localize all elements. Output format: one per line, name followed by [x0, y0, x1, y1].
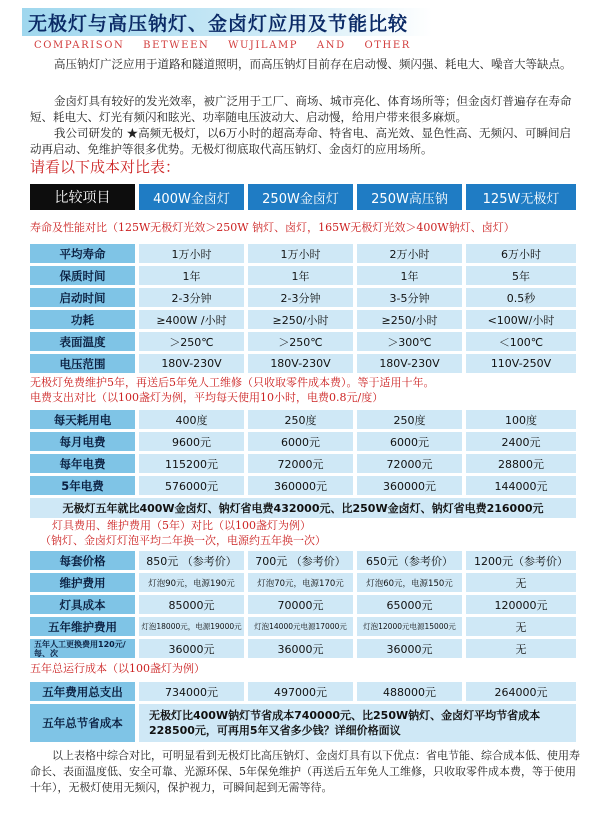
section2-row-label: 每年电费 [30, 454, 135, 473]
table-header-col-2: 250W金卤灯 [248, 184, 353, 210]
section3-note-1: 灯具费用、维护费用（5年）对比（以100盏灯为例） [52, 519, 311, 532]
section2-cell: 144000元 [466, 476, 576, 495]
section4-cell: 734000元 [139, 682, 244, 701]
section1-cell: 1万小时 [248, 244, 353, 263]
section1-cell: 5年 [466, 266, 576, 285]
section1-cell: 2万小时 [357, 244, 462, 263]
section3-row-label: 维护费用 [30, 573, 135, 592]
section2-cell: 250度 [357, 410, 462, 429]
table-header-col-1: 400W金卤灯 [139, 184, 244, 210]
section4-row-label: 五年费用总支出 [30, 682, 135, 701]
section2-note-1: 无极灯免费维护5年，再送后5年免人工维修（只收取零件成本费）。等于适用十年。 [30, 376, 435, 389]
section2-cell: 72000元 [248, 454, 353, 473]
section2-cell: 2400元 [466, 432, 576, 451]
section1-cell: 2-3分钟 [248, 288, 353, 307]
section2-cell: 9600元 [139, 432, 244, 451]
section3-note-2: （钠灯、金卤灯灯泡平均二年换一次，电源约五年换一次） [40, 534, 326, 547]
section4-cell: 497000元 [248, 682, 353, 701]
section1-cell: ≥250/小时 [357, 310, 462, 329]
section1-row-label: 表面温度 [30, 332, 135, 351]
section3-cell: 无 [466, 617, 576, 636]
section2-note-2: 电费支出对比（以100盏灯为例，平均每天使用10小时，电费0.8元/度） [30, 391, 384, 404]
section1-cell: ≥400W /小时 [139, 310, 244, 329]
table-header-col-4: 125W无极灯 [466, 184, 576, 210]
section2-summary: 无极灯五年就比400W金卤灯、钠灯省电费432000元、比250W金卤灯、钠灯省电费216000元 [30, 498, 576, 518]
section1-cell: 2-3分钟 [139, 288, 244, 307]
section1-row-label: 启动时间 [30, 288, 135, 307]
section3-row-label: 灯具成本 [30, 595, 135, 614]
section2-row-label: 每月电费 [30, 432, 135, 451]
section1-row-label: 电压范围 [30, 354, 135, 373]
section1-note: 寿命及性能对比（125W无极灯光效＞250W 钠灯、卤灯，165W无极灯光效＞400W钠灯、卤灯） [30, 221, 515, 234]
intro-paragraph-1: 高压钠灯广泛应用于道路和隧道照明，而高压钠灯目前存在启动慢、频闪强、耗电大、噪音大等缺点。 [54, 57, 572, 71]
section2-cell: 100度 [466, 410, 576, 429]
section3-cell: 灯泡70元，电源170元 [248, 573, 353, 592]
section1-cell: ＞250℃ [139, 332, 244, 351]
section1-row-label: 保质时间 [30, 266, 135, 285]
section2-cell: 72000元 [357, 454, 462, 473]
section1-cell: 3-5分钟 [357, 288, 462, 307]
section1-row-label: 功耗 [30, 310, 135, 329]
section3-cell: 65000元 [357, 595, 462, 614]
section3-cell: 1200元（参考价） [466, 551, 576, 570]
page-subtitle: COMPARISON BETWEEN WUJILAMP AND OTHER [34, 40, 411, 51]
section3-cell: 灯泡14000元电源17000元 [248, 617, 353, 636]
section2-cell: 28800元 [466, 454, 576, 473]
section2-cell: 6000元 [357, 432, 462, 451]
section2-cell: 400度 [139, 410, 244, 429]
section2-cell: 115200元 [139, 454, 244, 473]
section3-cell: 灯泡90元，电源190元 [139, 573, 244, 592]
section3-row-label: 五年维护费用 [30, 617, 135, 636]
section3-cell: 无 [466, 639, 576, 658]
intro-paragraph-3: 我公司研发的 ★高频无极灯，以6万小时的超高寿命、特省电、高光效、显色性高、无频闪、可瞬间启动再启动、免维护等很多优势。无极灯彻底取代高压钠灯、金卤灯的应用场所。 [30, 126, 571, 156]
section2-row-label: 5年电费 [30, 476, 135, 495]
section3-cell: 36000元 [357, 639, 462, 658]
section4-savings-text: 无极灯比400W钠灯节省成本740000元、比250W钠灯、金卤灯平均节省成本228500元，可再用5年又省多少钱？详细价格面议 [139, 704, 576, 742]
section3-cell: 36000元 [248, 639, 353, 658]
section3-row-label: 每套价格 [30, 551, 135, 570]
section1-cell: 180V-230V [357, 354, 462, 373]
section1-cell: 180V-230V [139, 354, 244, 373]
section1-cell: <100W/小时 [466, 310, 576, 329]
section4-cell: 264000元 [466, 682, 576, 701]
section4-note: 五年总运行成本（以100盏灯为例） [30, 662, 205, 675]
section3-cell: 无 [466, 573, 576, 592]
closing-paragraph: 以上表格中综合对比，可明显看到无极灯比高压钠灯、金卤灯具有以下优点：省电节能、综合成本低、使用寿命长、表面温度低、安全可靠、光源环保、5年保免维护（再送后五年免人工维修，只收取零件成本费，等于使用十年），无极灯使用无频闪，保护视力，可瞬间起到无需等待。 [30, 749, 580, 794]
section1-cell: 1年 [139, 266, 244, 285]
page-title: 无极灯与高压钠灯、金卤灯应用及节能比较 [28, 13, 409, 35]
section3-cell: 灯泡18000元，电源19000元 [139, 617, 244, 636]
section3-cell: 灯泡60元，电源150元 [357, 573, 462, 592]
compare-title: 请看以下成本对比表： [30, 158, 181, 176]
section1-cell: ＞300℃ [357, 332, 462, 351]
section1-cell: 0.5秒 [466, 288, 576, 307]
section1-cell: 1年 [357, 266, 462, 285]
section3-cell: 120000元 [466, 595, 576, 614]
section1-row-label: 平均寿命 [30, 244, 135, 263]
section3-cell: 850元 （参考价） [139, 551, 244, 570]
section1-cell: 110V-250V [466, 354, 576, 373]
section2-row-label: 每天耗用电 [30, 410, 135, 429]
section2-cell: 360000元 [357, 476, 462, 495]
section4-cell: 488000元 [357, 682, 462, 701]
section3-cell: 650元（参考价） [357, 551, 462, 570]
section3-row-label: 五年人工更换费用120元/每、次 [30, 639, 135, 658]
section3-cell: 灯泡12000元电源15000元 [357, 617, 462, 636]
section3-cell: 70000元 [248, 595, 353, 614]
section1-cell: 1万小时 [139, 244, 244, 263]
section1-cell: 180V-230V [248, 354, 353, 373]
table-header-col-3: 250W高压钠 [357, 184, 462, 210]
section1-cell: 6万小时 [466, 244, 576, 263]
section2-cell: 576000元 [139, 476, 244, 495]
section2-cell: 360000元 [248, 476, 353, 495]
intro-paragraph-2: 金卤灯具有较好的发光效率，被广泛用于工厂、商场、城市亮化、体育场所等；但金卤灯普遍存在寿命短、耗电大、灯光有频闪和眩光、功率随电压波动大、启动慢，给用户带来很多麻烦。 [30, 94, 572, 124]
section1-cell: ＜100℃ [466, 332, 576, 351]
table-header-item: 比较项目 [30, 184, 135, 210]
section2-cell: 6000元 [248, 432, 353, 451]
section3-cell: 85000元 [139, 595, 244, 614]
section3-cell: 700元 （参考价） [248, 551, 353, 570]
section4-savings-label: 五年总节省成本 [30, 704, 135, 742]
section1-cell: ＞250℃ [248, 332, 353, 351]
section1-cell: 1年 [248, 266, 353, 285]
section1-cell: ≥250/小时 [248, 310, 353, 329]
section2-cell: 250度 [248, 410, 353, 429]
section3-cell: 36000元 [139, 639, 244, 658]
